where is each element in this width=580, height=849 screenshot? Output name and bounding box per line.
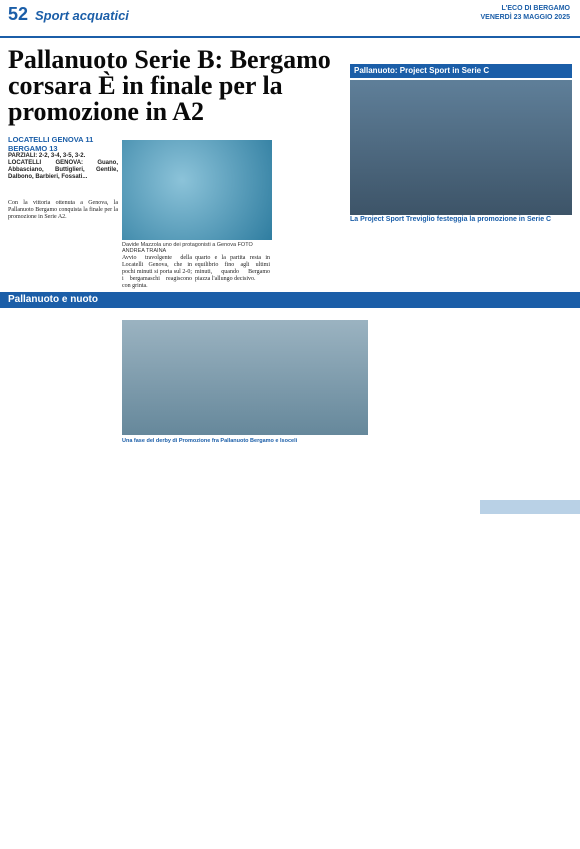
- body-col1: Con la vittoria ottenuta a Genova, la Pallanuoto Bergamo conquista la finale per la promozione in Serie A2.: [8, 200, 118, 220]
- relay-caption: Una fase del derby di Promozione fra Pallanuoto Bergamo e Isoceli: [122, 438, 298, 444]
- promo-header: Pallanuoto: Project Sport in Serie C: [350, 64, 572, 78]
- team-caption: La Project Sport Treviglio festeggia la promozione in Serie C: [350, 216, 552, 223]
- body-col2: Avvio travolgente della Locatelli Genova, che in pochi minuti si porta sul 2-0; i bergamaschi reagiscono con grinta.: [122, 255, 192, 289]
- team2-score: BERGAMO 13: [8, 144, 58, 153]
- pool-photo: [122, 140, 272, 240]
- headline: Pallanuoto Serie B: Bergamo corsara È in finale per la promozione in A2: [8, 45, 331, 126]
- partials: PARZIALI: 2-2, 3-4, 3-5, 3-2.: [8, 153, 86, 159]
- section-title: Sport acquatici: [35, 8, 129, 23]
- body-col3: quarto e la partita resta in equilibrio fino agli ultimi minuti, quando Bergamo piazza l'allungo decisivo.: [195, 255, 270, 282]
- results-box: [8, 135, 118, 181]
- page-header: [0, 0, 580, 38]
- relay-photo: [122, 320, 368, 435]
- roster-text: LOCATELLI GENOVA: Guano, Abbasciano, Buttiglieri, Gentile, Dalbono, Barbieri, Fossati...: [8, 160, 118, 180]
- highlight-box: [480, 500, 580, 514]
- pool-caption: Davide Mazzola uno dei protagonisti a Genova FOTO ANDREA TRAINA: [122, 242, 253, 254]
- page-number: 52: [8, 4, 29, 24]
- newspaper-name: L'ECO DI BERGAMO: [501, 5, 570, 12]
- issue-date: VENERDÌ 23 MAGGIO 2025: [480, 14, 570, 21]
- team1-score: LOCATELLI GENOVA 11: [8, 135, 94, 144]
- team-photo: [350, 80, 572, 215]
- masthead: [481, 4, 570, 22]
- nuoto-bar: Pallanuoto e nuoto: [0, 292, 580, 308]
